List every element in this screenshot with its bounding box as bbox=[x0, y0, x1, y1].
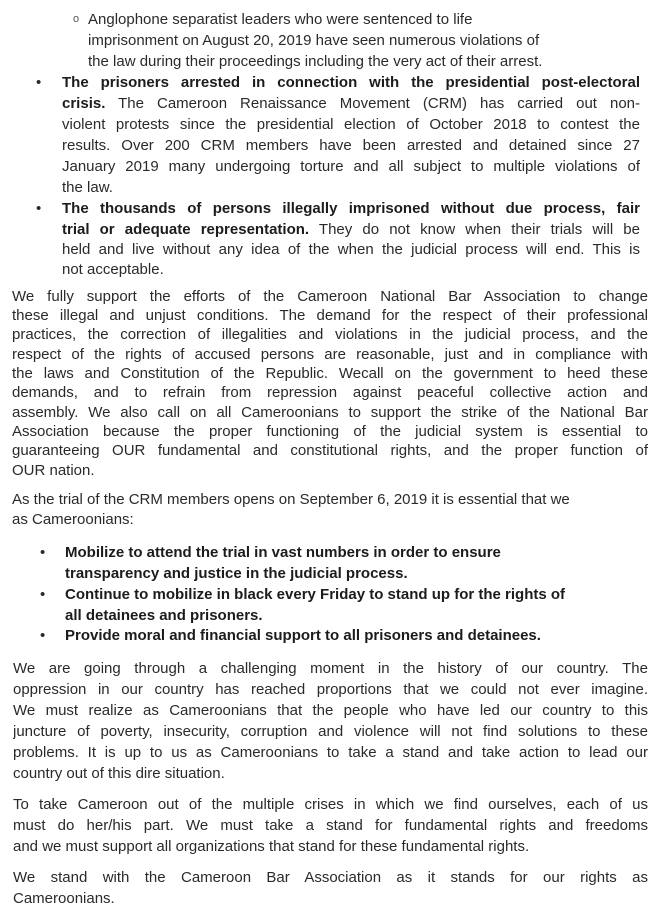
text-line bbox=[62, 240, 640, 259]
text-line bbox=[62, 178, 640, 197]
text-line bbox=[62, 136, 640, 155]
bold-text: Continue to mobilize in black every Friday to stand up for the rights of bbox=[65, 586, 566, 603]
bold-text: Provide moral and financial support to all prisoners and detainees. bbox=[65, 627, 541, 644]
text-line bbox=[65, 626, 645, 645]
text-line: As the trial of the CRM members opens on September 6, 2019 it is essential that we bbox=[12, 491, 570, 508]
text-line: Anglophone separatist leaders who were sentenced to life bbox=[88, 11, 473, 28]
text-line bbox=[62, 157, 640, 176]
text-line: OUR nation. bbox=[12, 462, 95, 479]
text-line bbox=[65, 543, 645, 562]
text-line: problems. It is up to us as Cameroonians to take a stand and take action to lead our bbox=[13, 744, 648, 761]
body-text: They do not know when their trials will be bbox=[309, 221, 640, 238]
text-line: and we must support all organizations that stand for these fundamental rights. bbox=[13, 838, 530, 855]
sub-bullet-marker-icon: o bbox=[73, 13, 80, 25]
text-line bbox=[62, 260, 640, 279]
text-line: as Cameroonians: bbox=[12, 511, 134, 528]
text-line bbox=[65, 564, 645, 583]
bold-text: The prisoners arrested in connection with the presidential post-electoral bbox=[62, 74, 640, 91]
body-text: The Cameroon Renaissance Movement (CRM) has carried out non- bbox=[105, 95, 640, 112]
text-line bbox=[62, 220, 640, 239]
text-line: guaranteeing OUR fundamental and constitutional rights, and the proper function of bbox=[12, 442, 648, 459]
text-line: the law during their proceedings including the very act of their arrest. bbox=[88, 53, 543, 70]
text-line: practices, the correction of illegalities and violations in the judicial process, and the bbox=[12, 326, 648, 343]
text-line: juncture of poverty, insecurity, corruption and violence will not find solutions to these bbox=[13, 723, 648, 740]
text-line: these illegal and unjust conditions. The demand for the respect of their professional bbox=[12, 307, 648, 324]
bullet-marker-icon: • bbox=[40, 586, 46, 603]
bullet-marker-icon: • bbox=[36, 74, 42, 91]
bullet-marker-icon: • bbox=[40, 627, 46, 644]
bold-text: crisis. bbox=[62, 95, 106, 112]
bullet-marker-icon: • bbox=[36, 200, 42, 217]
text-line: must do her/his part. We must take a stand for fundamental rights and freedoms bbox=[13, 817, 648, 834]
text-line bbox=[65, 606, 645, 625]
text-line: We are going through a challenging moment in the history of our country. The bbox=[13, 660, 648, 677]
bold-text: trial or adequate representation. bbox=[62, 221, 310, 238]
text-line bbox=[65, 585, 645, 604]
bold-text: all detainees and prisoners. bbox=[65, 607, 263, 624]
text-line: imprisonment on August 20, 2019 have seen numerous violations of bbox=[88, 32, 540, 49]
text-line: Association because the proper functioning of the judicial system is essential to bbox=[12, 423, 648, 440]
text-line: respect of the rights of accused persons are reasonable, just and in compliance with bbox=[12, 346, 648, 363]
body-text: the law. bbox=[62, 179, 113, 196]
bold-text: Mobilize to attend the trial in vast numbers in order to ensure bbox=[65, 544, 501, 561]
body-text: January 2019 many undergoing torture and all subject to multiple violations of bbox=[62, 158, 640, 175]
text-line: country out of this dire situation. bbox=[13, 765, 225, 782]
text-line: Cameroonians. bbox=[13, 890, 115, 907]
text-line: We must realize as Cameroonians that the people who have led our country to this bbox=[13, 702, 648, 719]
text-line bbox=[62, 73, 640, 92]
body-text: violent protests since the presidential election of October 2018 to contest the bbox=[62, 116, 640, 133]
bold-text: The thousands of persons illegally imprisoned without due process, fair bbox=[62, 200, 640, 217]
text-line: assembly. We also call on all Cameroonians to support the strike of the National Bar bbox=[12, 404, 648, 421]
body-text: not acceptable. bbox=[62, 261, 164, 278]
body-text: results. Over 200 CRM members have been arrested and detained since 27 bbox=[62, 137, 640, 154]
text-line: To take Cameroon out of the multiple crises in which we find ourselves, each of us bbox=[13, 796, 648, 813]
bullet-marker-icon: • bbox=[40, 544, 46, 561]
text-line: demands, and to refrain from repression against peaceful collective action and bbox=[12, 384, 648, 401]
text-line bbox=[62, 115, 640, 134]
text-line: oppression in our country has reached proportions that we could not ever imagine. bbox=[13, 681, 648, 698]
bold-text: transparency and justice in the judicial process. bbox=[65, 565, 408, 582]
text-line: We stand with the Cameroon Bar Association as it stands for our rights as bbox=[13, 869, 648, 886]
text-line: the laws and Constitution of the Republic. Wecall on the government to heed these bbox=[12, 365, 648, 382]
text-line bbox=[62, 94, 640, 113]
body-text: held and live without any idea of the when the judicial process will end. This is bbox=[62, 241, 640, 258]
text-line: We fully support the efforts of the Cameroon National Bar Association to change bbox=[12, 288, 648, 305]
text-line bbox=[62, 199, 640, 218]
